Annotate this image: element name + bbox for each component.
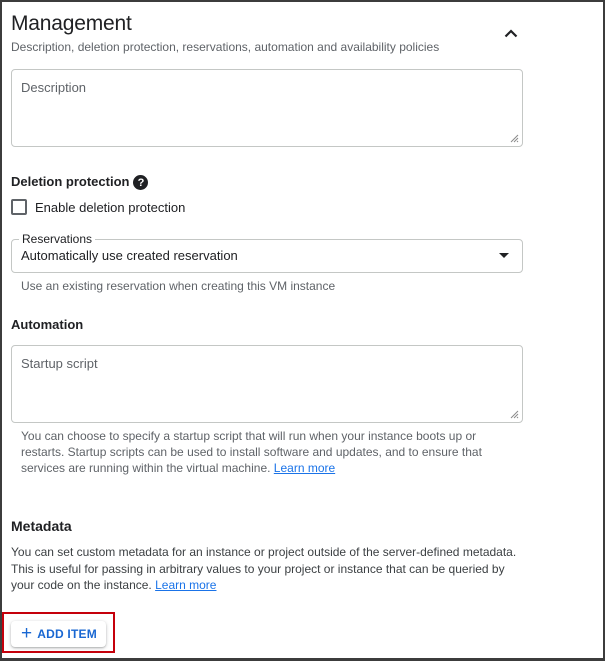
startup-script-placeholder: Startup script bbox=[21, 356, 98, 371]
metadata-learn-more-link[interactable]: Learn more bbox=[155, 578, 217, 592]
plus-icon: + bbox=[21, 622, 33, 644]
add-item-button[interactable] bbox=[11, 621, 106, 647]
help-circle-icon[interactable]: ? bbox=[133, 175, 148, 190]
description-textarea[interactable] bbox=[11, 69, 523, 147]
deletion-protection-label: Deletion protection bbox=[11, 174, 130, 189]
automation-heading: Automation bbox=[11, 317, 84, 332]
chevron-up-icon bbox=[504, 29, 518, 38]
deletion-protection-heading bbox=[11, 174, 148, 190]
automation-learn-more-link[interactable]: Learn more bbox=[273, 461, 336, 475]
reservations-label: Reservations bbox=[19, 232, 95, 246]
reservations-hint: Use an existing reservation when creating this VM instance bbox=[21, 279, 336, 293]
description-placeholder: Description bbox=[21, 80, 87, 95]
section-subtitle: Description, deletion protection, reservations, automation and availability policies bbox=[11, 40, 440, 54]
startup-script-textarea[interactable] bbox=[11, 345, 523, 423]
metadata-heading: Metadata bbox=[11, 518, 72, 534]
reservations-selected-value: Automatically use created reservation bbox=[21, 248, 238, 263]
reservations-select[interactable] bbox=[11, 232, 523, 273]
automation-hint bbox=[21, 428, 501, 476]
caret-down-icon bbox=[499, 253, 509, 258]
resize-handle-icon[interactable] bbox=[510, 410, 519, 419]
automation-hint-text: You can choose to specify a startup script that will run when your instance boots up or restarts. Startup scripts can be used to install software and updates, and to ensure that services are running within the virtual machine. bbox=[21, 429, 482, 475]
collapse-button[interactable] bbox=[500, 24, 522, 42]
section-title: Management bbox=[11, 12, 132, 35]
deletion-protection-checkbox[interactable] bbox=[11, 199, 27, 215]
metadata-description bbox=[11, 544, 531, 594]
deletion-protection-checkbox-label[interactable]: Enable deletion protection bbox=[35, 200, 186, 215]
resize-handle-icon[interactable] bbox=[510, 134, 519, 143]
metadata-description-text: You can set custom metadata for an instance or project outside of the server-defined metadata. This is useful for passing in arbitrary values to your project or instance that can be queried by your code on the instance. bbox=[11, 545, 517, 592]
add-item-label: ADD ITEM bbox=[37, 627, 97, 641]
